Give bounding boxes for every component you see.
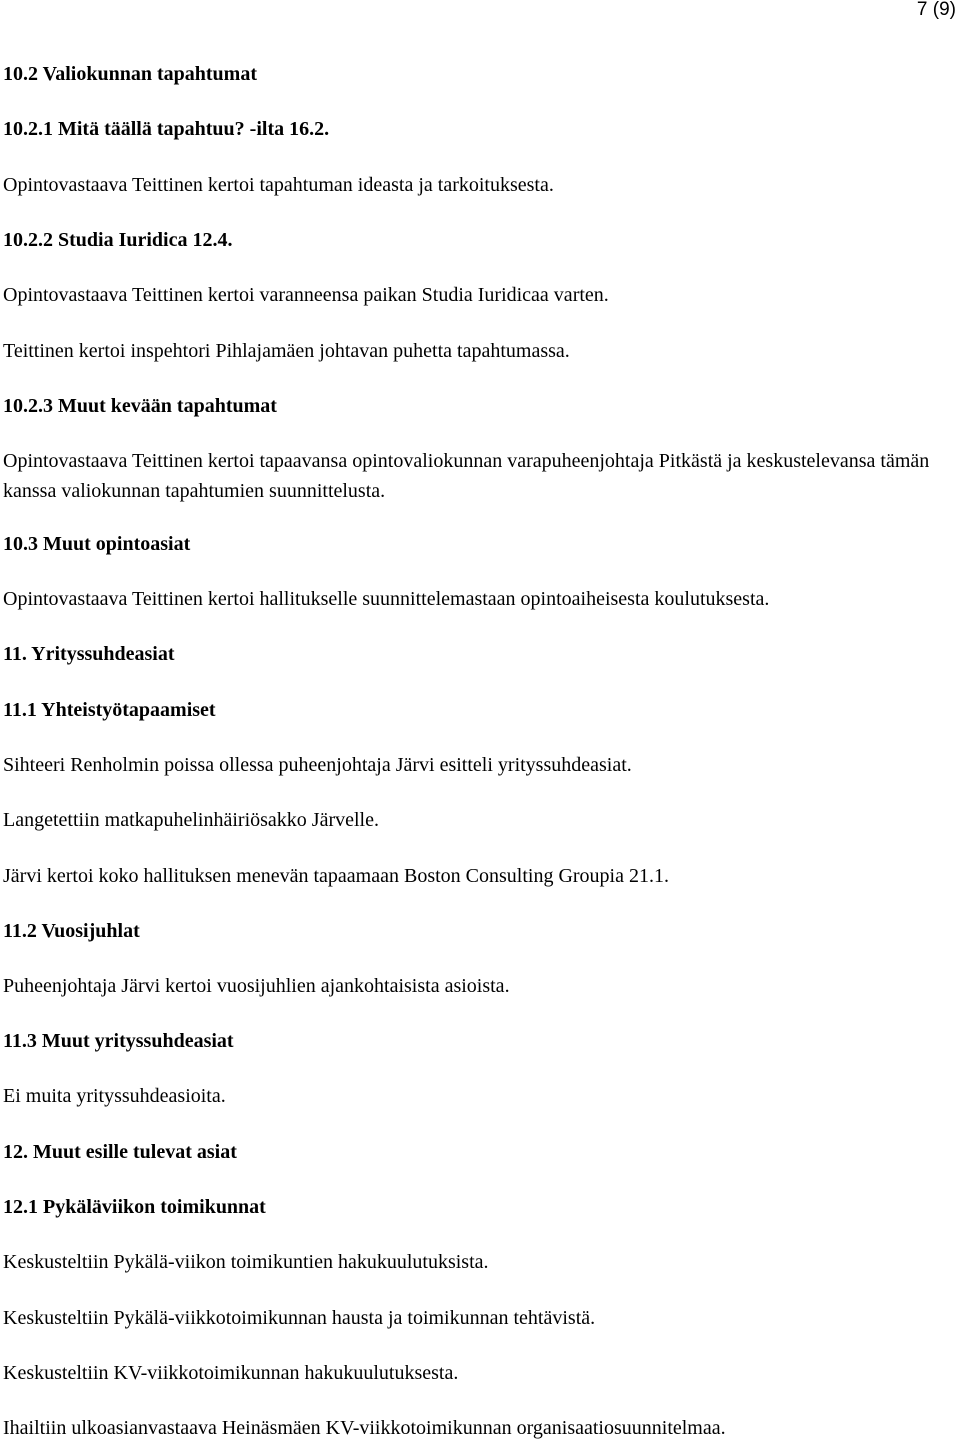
section-heading-10-2: 10.2 Valiokunnan tapahtumat	[3, 63, 257, 85]
page-number: 7 (9)	[916, 0, 956, 20]
section-heading-11-1: 11.1 Yhteistyötapaamiset	[3, 699, 216, 721]
section-heading-12: 12. Muut esille tulevat asiat	[3, 1141, 237, 1163]
section-heading-10-2-1: 10.2.1 Mitä täällä tapahtuu? -ilta 16.2.	[3, 118, 330, 140]
paragraph: Keskusteltiin KV-viikkotoimikunnan hakukuulutuksesta.	[3, 1362, 459, 1384]
section-heading-11: 11. Yrityssuhdeasiat	[3, 643, 175, 665]
section-heading-11-3: 11.3 Muut yrityssuhdeasiat	[3, 1030, 234, 1052]
section-heading-12-1: 12.1 Pykäläviikon toimikunnat	[3, 1196, 266, 1218]
section-heading-10-2-3: 10.2.3 Muut kevään tapahtumat	[3, 395, 277, 417]
paragraph: Opintovastaava Teittinen kertoi hallitukselle suunnittelemastaan opintoaiheisesta koulutuksesta.	[3, 588, 770, 610]
section-heading-11-2: 11.2 Vuosijuhlat	[3, 920, 140, 942]
paragraph: Järvi kertoi koko hallituksen menevän tapaamaan Boston Consulting Groupia 21.1.	[3, 865, 669, 887]
paragraph: Opintovastaava Teittinen kertoi tapahtuman ideasta ja tarkoituksesta.	[3, 174, 554, 196]
paragraph: Opintovastaava Teittinen kertoi varanneensa paikan Studia Iuridicaa varten.	[3, 284, 609, 306]
paragraph: Ihailtiin ulkoasianvastaava Heinäsmäen KV-viikkotoimikunnan organisaatiosuunnitelmaa.	[3, 1417, 726, 1439]
section-heading-10-2-2: 10.2.2 Studia Iuridica 12.4.	[3, 229, 233, 251]
paragraph: Ei muita yrityssuhdeasioita.	[3, 1085, 226, 1107]
paragraph: Puheenjohtaja Järvi kertoi vuosijuhlien ajankohtaisista asioista.	[3, 975, 510, 997]
paragraph: Teittinen kertoi inspehtori Pihlajamäen johtavan puhetta tapahtumassa.	[3, 340, 570, 362]
paragraph: Keskusteltiin Pykälä-viikkotoimikunnan hausta ja toimikunnan tehtävistä.	[3, 1307, 596, 1329]
paragraph: Keskusteltiin Pykälä-viikon toimikuntien hakukuulutuksista.	[3, 1251, 489, 1273]
paragraph: Opintovastaava Teittinen kertoi tapaavansa opintovaliokunnan varapuheenjohtaja Pitkästä ja keskustelevansa tämän kanssa valiokunnan tapahtumien suunnittelusta.	[3, 450, 930, 502]
paragraph: Langetettiin matkapuhelinhäiriösakko Järvelle.	[3, 809, 379, 831]
section-heading-10-3: 10.3 Muut opintoasiat	[3, 533, 191, 555]
paragraph: Sihteeri Renholmin poissa ollessa puheenjohtaja Järvi esitteli yrityssuhdeasiat.	[3, 754, 632, 776]
